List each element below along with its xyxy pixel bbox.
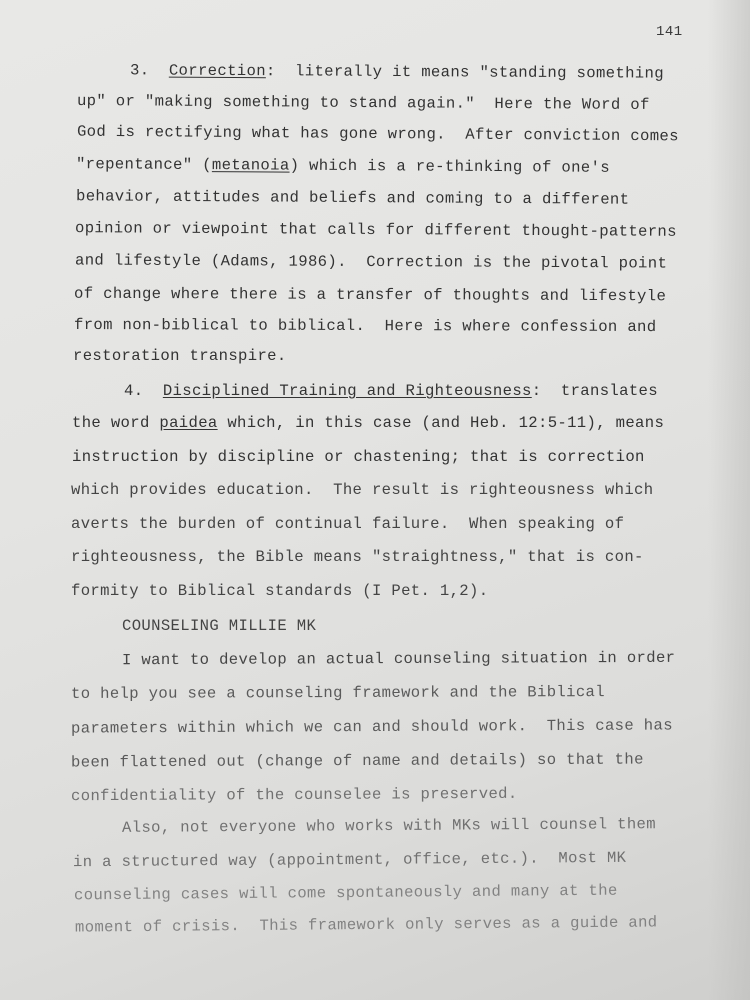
paragraph-6-line-1: Also, not everyone who works with MKs will counsel them bbox=[121, 815, 656, 837]
paragraph-3-text: : literally it means "standing something bbox=[265, 62, 665, 83]
term-metanoia: metanoia bbox=[211, 156, 290, 175]
paragraph-4-line-4: which provides education. The result is righteousness which bbox=[71, 481, 654, 499]
paragraph-4-line-6: righteousness, the Bible means "straightness," that is con- bbox=[71, 548, 644, 566]
paragraph-4-line-2 bbox=[72, 413, 664, 433]
paragraph-5-line-1: I want to develop an actual counseling situation in order bbox=[121, 648, 676, 670]
page-number: 141 bbox=[656, 24, 683, 40]
paragraph-4-line-7: formity to Biblical standards (I Pet. 1,2). bbox=[71, 582, 489, 600]
paragraph-3-line-9: from non-biblical to biblical. Here is where confession and bbox=[73, 315, 657, 337]
paragraph-3-line-3: God is rectifying what has gone wrong. After conviction comes bbox=[76, 122, 679, 146]
paragraph-4-text: which, in this case (and Heb. 12:5-11), means bbox=[217, 414, 665, 432]
paragraph-3-line-2: up" or "making something to stand again." Here the Word of bbox=[76, 92, 650, 114]
paragraph-4-line-5: averts the burden of continual failure. When speaking of bbox=[71, 515, 625, 533]
paragraph-3-text: "repentance" ( bbox=[75, 155, 212, 175]
paragraph-4-line-3: instruction by discipline or chastening; that is correction bbox=[72, 448, 645, 466]
paragraph-4-text: the word bbox=[72, 414, 160, 432]
paragraph-5-line-2: to help you see a counseling framework and the Biblical bbox=[70, 683, 605, 703]
paragraph-5-line-3: parameters within which we can and should work. This case has bbox=[70, 716, 673, 738]
paragraph-3-line-4 bbox=[76, 154, 610, 178]
paragraph-3-line-8: of change where there is a transfer of thoughts and lifestyle bbox=[73, 284, 667, 306]
paragraph-3-line-5: behavior, attitudes and beliefs and coming to a different bbox=[75, 187, 630, 209]
paragraph-3-line-6: opinion or viewpoint that calls for different thought-patterns bbox=[74, 219, 677, 241]
paragraph-4-line-1 bbox=[124, 381, 658, 401]
term-disciplined-training: Disciplined Training and Righteousness bbox=[162, 382, 532, 400]
paragraph-3-line-10: restoration transpire. bbox=[73, 347, 287, 365]
paragraph-6-line-4: moment of crisis. This framework only serves as a guide and bbox=[74, 913, 658, 937]
term-paidea: paidea bbox=[159, 414, 218, 432]
paragraph-5-line-4: been flattened out (change of name and details) so that the bbox=[70, 750, 644, 772]
paragraph-3-text: ) which is a re-thinking of one's bbox=[289, 156, 611, 177]
term-correction: Correction bbox=[168, 61, 266, 81]
paragraph-6-line-2: in a structured way (appointment, office, etc.). Most MK bbox=[72, 848, 627, 872]
paragraph-3-line-1 bbox=[130, 60, 664, 83]
item-number: 3. bbox=[129, 61, 150, 80]
section-heading: COUNSELING MILLIE MK bbox=[122, 617, 317, 635]
paragraph-4-text: : translates bbox=[531, 382, 658, 400]
paragraph-5-line-5: confidentiality of the counselee is preserved. bbox=[70, 784, 518, 806]
item-number: 4. bbox=[124, 382, 144, 400]
paragraph-6-line-3: counseling cases will come spontaneously and many at the bbox=[73, 881, 618, 905]
paragraph-3-line-7: and lifestyle (Adams, 1986). Correction is the pivotal point bbox=[74, 251, 668, 273]
